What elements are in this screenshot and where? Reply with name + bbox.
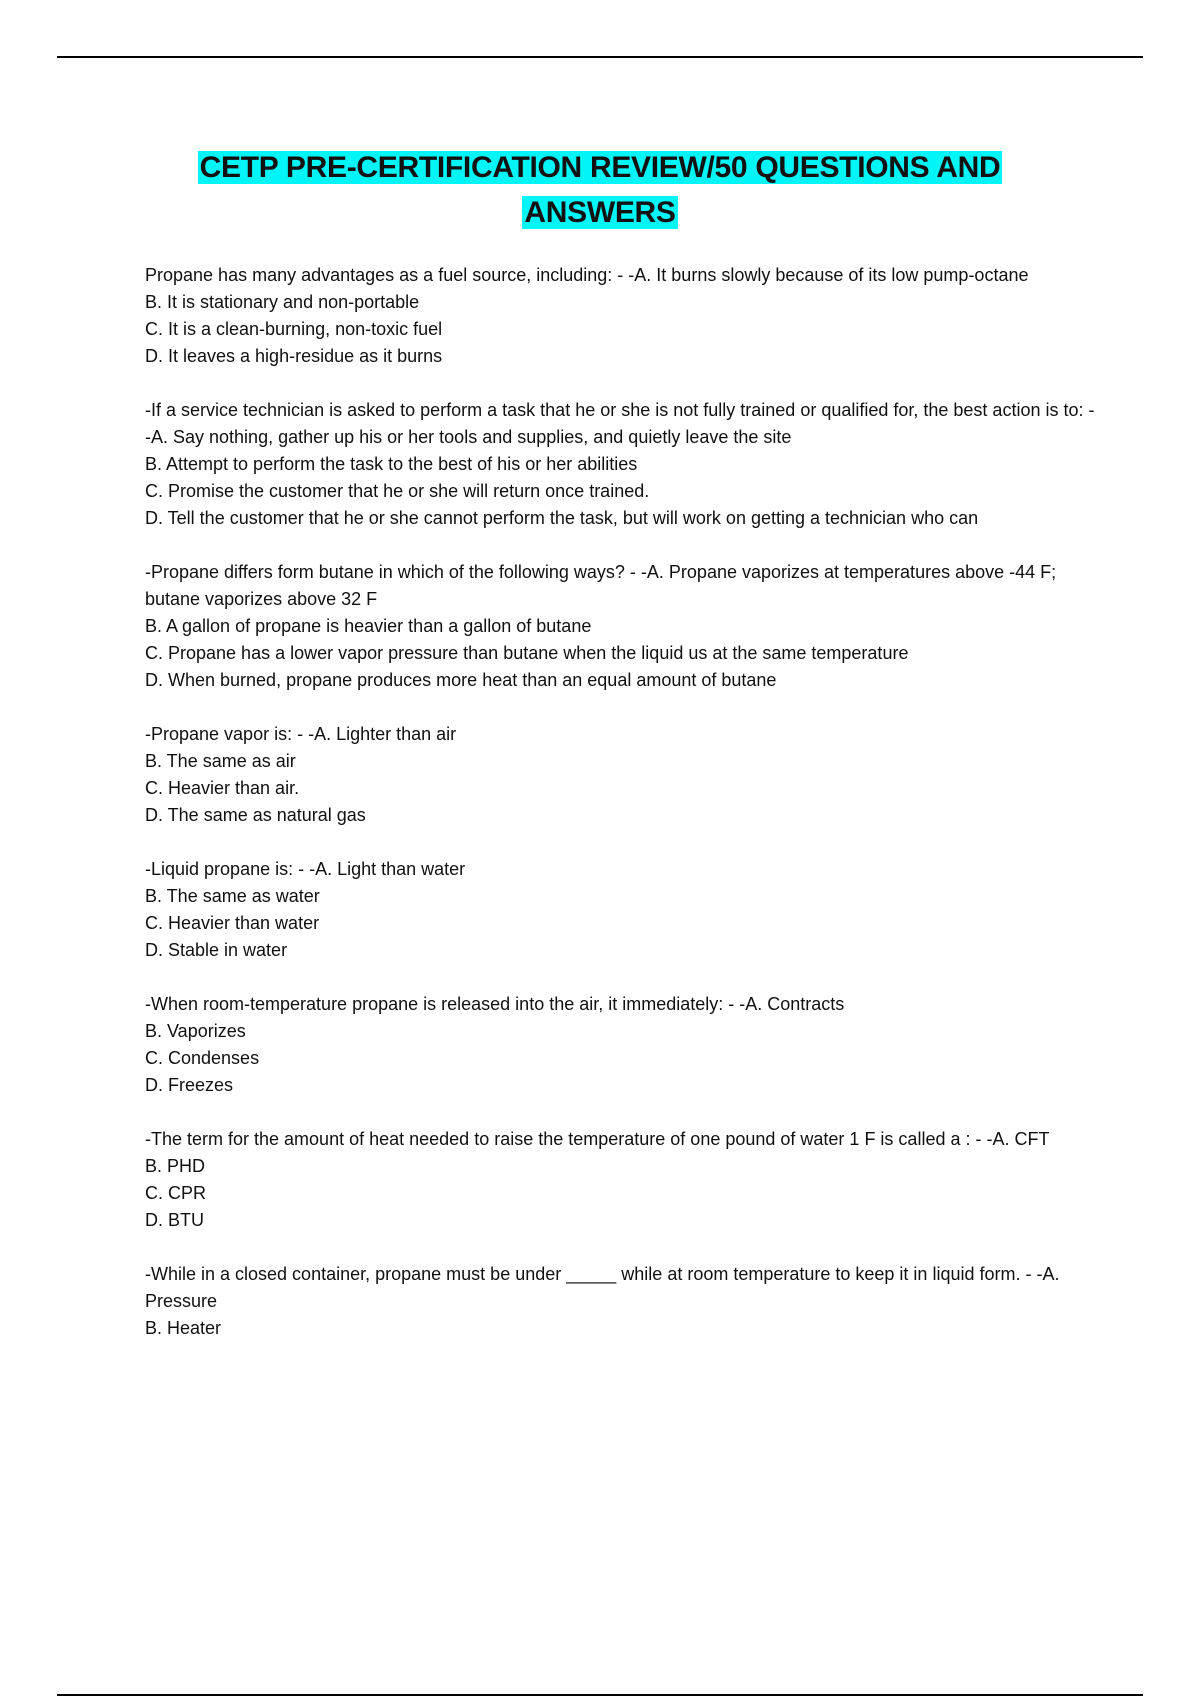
option-d: D. When burned, propane produces more heat than an equal amount of butane xyxy=(145,670,777,690)
option-d: D. It leaves a high-residue as it burns xyxy=(145,346,443,366)
question-stem: -Propane differs form butane in which of the following ways? - -A. Propane vaporizes at temperatures above -44 F; butane vaporizes above 32 F xyxy=(145,562,1057,609)
option-b: B. The same as air xyxy=(145,751,296,771)
option-d: D. Freezes xyxy=(145,1075,234,1095)
question-stem: Propane has many advantages as a fuel source, including: - -A. It burns slowly because of its low pump-octane xyxy=(145,265,1029,285)
option-b: B. The same as water xyxy=(145,886,320,906)
question-4 xyxy=(145,721,1095,829)
option-d: D. Tell the customer that he or she cannot perform the task, but will work on getting a technician who can xyxy=(145,508,979,528)
title-line-2: ANSWERS xyxy=(524,196,676,229)
bottom-rule xyxy=(57,1694,1143,1696)
question-stem: -Liquid propane is: - -A. Light than water xyxy=(145,859,466,879)
option-c: C. CPR xyxy=(145,1183,207,1203)
option-c: C. Heavier than water xyxy=(145,913,320,933)
question-stem: -Propane vapor is: - -A. Lighter than air xyxy=(145,724,457,744)
document-title xyxy=(60,145,1140,235)
option-d: D. BTU xyxy=(145,1210,205,1230)
option-d: D. The same as natural gas xyxy=(145,805,366,825)
option-b: B. A gallon of propane is heavier than a gallon of butane xyxy=(145,616,592,636)
option-c: C. Promise the customer that he or she will return once trained. xyxy=(145,481,650,501)
option-b: B. PHD xyxy=(145,1156,206,1176)
question-5 xyxy=(145,856,1095,964)
question-3 xyxy=(145,559,1095,694)
option-b: B. Heater xyxy=(145,1318,222,1338)
option-c: C. Heavier than air. xyxy=(145,778,300,798)
title-line-1: CETP PRE-CERTIFICATION REVIEW/50 QUESTIONS AND xyxy=(199,151,1001,184)
question-1 xyxy=(145,262,1095,370)
option-b: B. Attempt to perform the task to the best of his or her abilities xyxy=(145,454,638,474)
option-c: C. Condenses xyxy=(145,1048,260,1068)
question-stem: -When room-temperature propane is released into the air, it immediately: - -A. Contracts xyxy=(145,994,845,1014)
question-stem: -If a service technician is asked to perform a task that he or she is not fully trained or qualified for, the best action is to: - -A. Say nothing, gather up his or her tools and supplies, and quietly leave the site xyxy=(145,400,1095,447)
option-b: B. Vaporizes xyxy=(145,1021,246,1041)
option-c: C. Propane has a lower vapor pressure than butane when the liquid us at the same temperature xyxy=(145,643,909,663)
option-c: C. It is a clean-burning, non-toxic fuel xyxy=(145,319,443,339)
question-stem: -While in a closed container, propane must be under _____ while at room temperature to keep it in liquid form. - -A. Pressure xyxy=(145,1264,1060,1311)
question-2 xyxy=(145,397,1095,532)
question-stem: -The term for the amount of heat needed to raise the temperature of one pound of water 1 F is called a : - -A. CFT xyxy=(145,1129,1050,1149)
question-7 xyxy=(145,1126,1095,1234)
question-8 xyxy=(145,1261,1095,1342)
option-b: B. It is stationary and non-portable xyxy=(145,292,420,312)
question-6 xyxy=(145,991,1095,1099)
option-d: D. Stable in water xyxy=(145,940,288,960)
top-rule xyxy=(57,56,1143,58)
question-list xyxy=(145,262,1095,1369)
